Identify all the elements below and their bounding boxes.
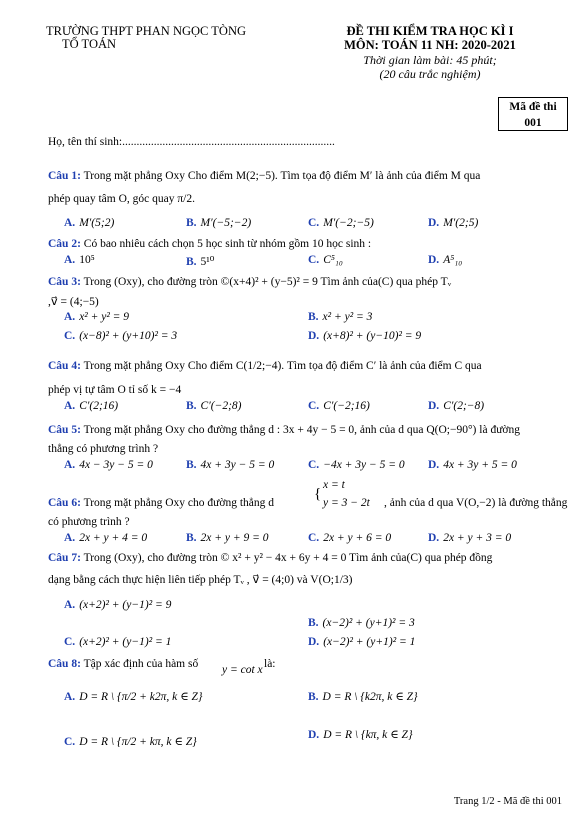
question-label: Câu 7:: [48, 552, 81, 564]
question-label: Câu 5:: [48, 424, 81, 436]
q4-option-b[interactable]: B. C′(−2;8): [186, 400, 242, 412]
question-3: [48, 276, 451, 288]
exam-subject: MÔN: TOÁN 11 NH: 2020-2021: [344, 38, 516, 52]
q1-option-c[interactable]: C. M′(−2;−5): [308, 217, 374, 229]
q4-option-d[interactable]: D. C′(2;−8): [428, 400, 485, 412]
question-1-line2: phép quay tâm O, góc quay π/2.: [48, 193, 195, 205]
q5-option-a[interactable]: A. 4x − 3y − 5 = 0: [64, 459, 153, 471]
question-2: [48, 238, 371, 250]
exam-code-value: 001: [524, 117, 542, 129]
question-text: Tập xác định của hàm số: [83, 658, 199, 670]
q2-option-c[interactable]: C. C⁵₁₀: [308, 254, 343, 266]
q4-option-a[interactable]: A. C′(2;16): [64, 400, 119, 412]
department: TỔ TOÁN: [62, 37, 117, 51]
system-line-2: y = 3 − 2t: [323, 497, 370, 509]
question-6: [48, 497, 274, 509]
q3-option-a[interactable]: A. x² + y² = 9: [64, 311, 130, 323]
question-text: Trong mặt phẳng Oxy cho đường thẳng d: [83, 497, 275, 509]
q3-option-b[interactable]: B. x² + y² = 3: [308, 311, 373, 323]
q6-option-d[interactable]: D. 2x + y + 3 = 0: [428, 532, 512, 544]
system-line-1: x = t: [323, 479, 345, 491]
q7-option-a[interactable]: A. (x+2)² + (y−1)² = 9: [64, 599, 172, 611]
page-footer: Trang 1/2 - Mã đề thi 001: [453, 796, 562, 807]
question-7-line2: dạng bằng cách thực hiện liên tiếp phép Tᵥ , v⃗ = (4;0) và V(O;1/3): [48, 574, 353, 586]
q6-option-c[interactable]: C. 2x + y + 6 = 0: [308, 532, 392, 544]
question-text: Trong (Oxy), cho đường tròn ©(x+4)² + (y−5)² = 9 Tìm ảnh của(C) qua phép Tᵥ: [83, 276, 452, 288]
q2-option-d[interactable]: D. A⁵₁₀: [428, 254, 463, 266]
question-text: Có bao nhiêu cách chọn 5 học sinh từ nhóm gồm 10 học sinh :: [83, 238, 372, 250]
q1-option-a[interactable]: A. M′(5;2): [64, 217, 115, 229]
q5-option-d[interactable]: D. 4x + 3y + 5 = 0: [428, 459, 517, 471]
question-text: Trong mặt phẳng Oxy Cho điểm M(2;−5). Tìm tọa độ điểm M′ là ảnh của điểm M qua: [83, 170, 481, 182]
q3-option-d[interactable]: D. (x+8)² + (y−10)² = 9: [308, 330, 422, 342]
q5-option-c[interactable]: C. −4x + 3y − 5 = 0: [308, 459, 405, 471]
brace-icon: {: [314, 486, 322, 502]
function-expr: y = cot x: [222, 664, 263, 676]
q4-option-c[interactable]: C. C′(−2;16): [308, 400, 370, 412]
question-count: (20 câu trắc nghiệm): [379, 67, 481, 81]
q1-option-d[interactable]: D. M′(2;5): [428, 217, 479, 229]
student-name-line: Họ, tên thí sinh:..........................................................................: [48, 136, 335, 148]
q2-option-b[interactable]: B. 5¹⁰: [186, 256, 215, 268]
question-1: [48, 170, 480, 182]
question-8: [48, 658, 198, 670]
q8-option-a[interactable]: A. D = R \ {π/2 + k2π, k ∈ Z}: [64, 691, 203, 703]
question-6-tail: , ảnh của d qua V(O,−2) là đường thẳng: [384, 497, 568, 509]
question-label: Câu 2:: [48, 238, 81, 250]
question-text: Trong (Oxy), cho đường tròn © x² + y² − 4x + 6y + 4 = 0 Tìm ảnh của(C) qua phép đồng: [83, 552, 493, 564]
question-8-tail: là:: [264, 658, 276, 670]
q6-option-a[interactable]: A. 2x + y + 4 = 0: [64, 532, 148, 544]
exam-title: ĐỀ THI KIỂM TRA HỌC KÌ I: [346, 24, 514, 38]
question-7: [48, 552, 492, 564]
question-text: Trong mặt phẳng Oxy cho đường thẳng d : 3x + 4y − 5 = 0, ảnh của d qua Q(O;−90°) là đường: [83, 424, 521, 436]
question-5-line2: thẳng có phương trình ?: [48, 443, 159, 455]
q7-option-c[interactable]: C. (x+2)² + (y−1)² = 1: [64, 636, 172, 648]
question-3-line2: ,v⃗ = (4;−5): [48, 296, 99, 308]
exam-code-box: [498, 97, 568, 131]
question-5: [48, 424, 520, 436]
question-label: Câu 1:: [48, 170, 81, 182]
question-6-line2: có phương trình ?: [48, 516, 130, 528]
question-text: Trong mặt phẳng Oxy Cho điểm C(1/2;−4). Tìm tọa độ điểm C′ là ảnh của điểm C qua: [83, 360, 482, 372]
q2-option-a[interactable]: A. 10⁵: [64, 254, 95, 266]
q8-option-d[interactable]: D. D = R \ {kπ, k ∈ Z}: [308, 729, 413, 741]
exam-code-label: Mã đề thi: [509, 101, 557, 113]
q7-option-b[interactable]: B. (x−2)² + (y+1)² = 3: [308, 617, 415, 629]
question-4-line2: phép vị tự tâm O tỉ số k = −4: [48, 384, 182, 396]
school-name: TRƯỜNG THPT PHAN NGỌC TÒNG: [46, 24, 246, 38]
question-label: Câu 6:: [48, 497, 81, 509]
q3-option-c[interactable]: C. (x−8)² + (y+10)² = 3: [64, 330, 178, 342]
question-label: Câu 4:: [48, 360, 81, 372]
q7-option-d[interactable]: D. (x−2)² + (y+1)² = 1: [308, 636, 416, 648]
q6-option-b[interactable]: B. 2x + y + 9 = 0: [186, 532, 269, 544]
question-label: Câu 3:: [48, 276, 81, 288]
question-label: Câu 8:: [48, 658, 81, 670]
question-4: [48, 360, 482, 372]
q8-option-b[interactable]: B. D = R \ {k2π, k ∈ Z}: [308, 691, 418, 703]
q8-option-c[interactable]: C. D = R \ {π/2 + kπ, k ∈ Z}: [64, 736, 197, 748]
q5-option-b[interactable]: B. 4x + 3y − 5 = 0: [186, 459, 275, 471]
exam-time: Thời gian làm bài: 45 phút;: [363, 53, 497, 67]
q1-option-b[interactable]: B. M′(−5;−2): [186, 217, 252, 229]
